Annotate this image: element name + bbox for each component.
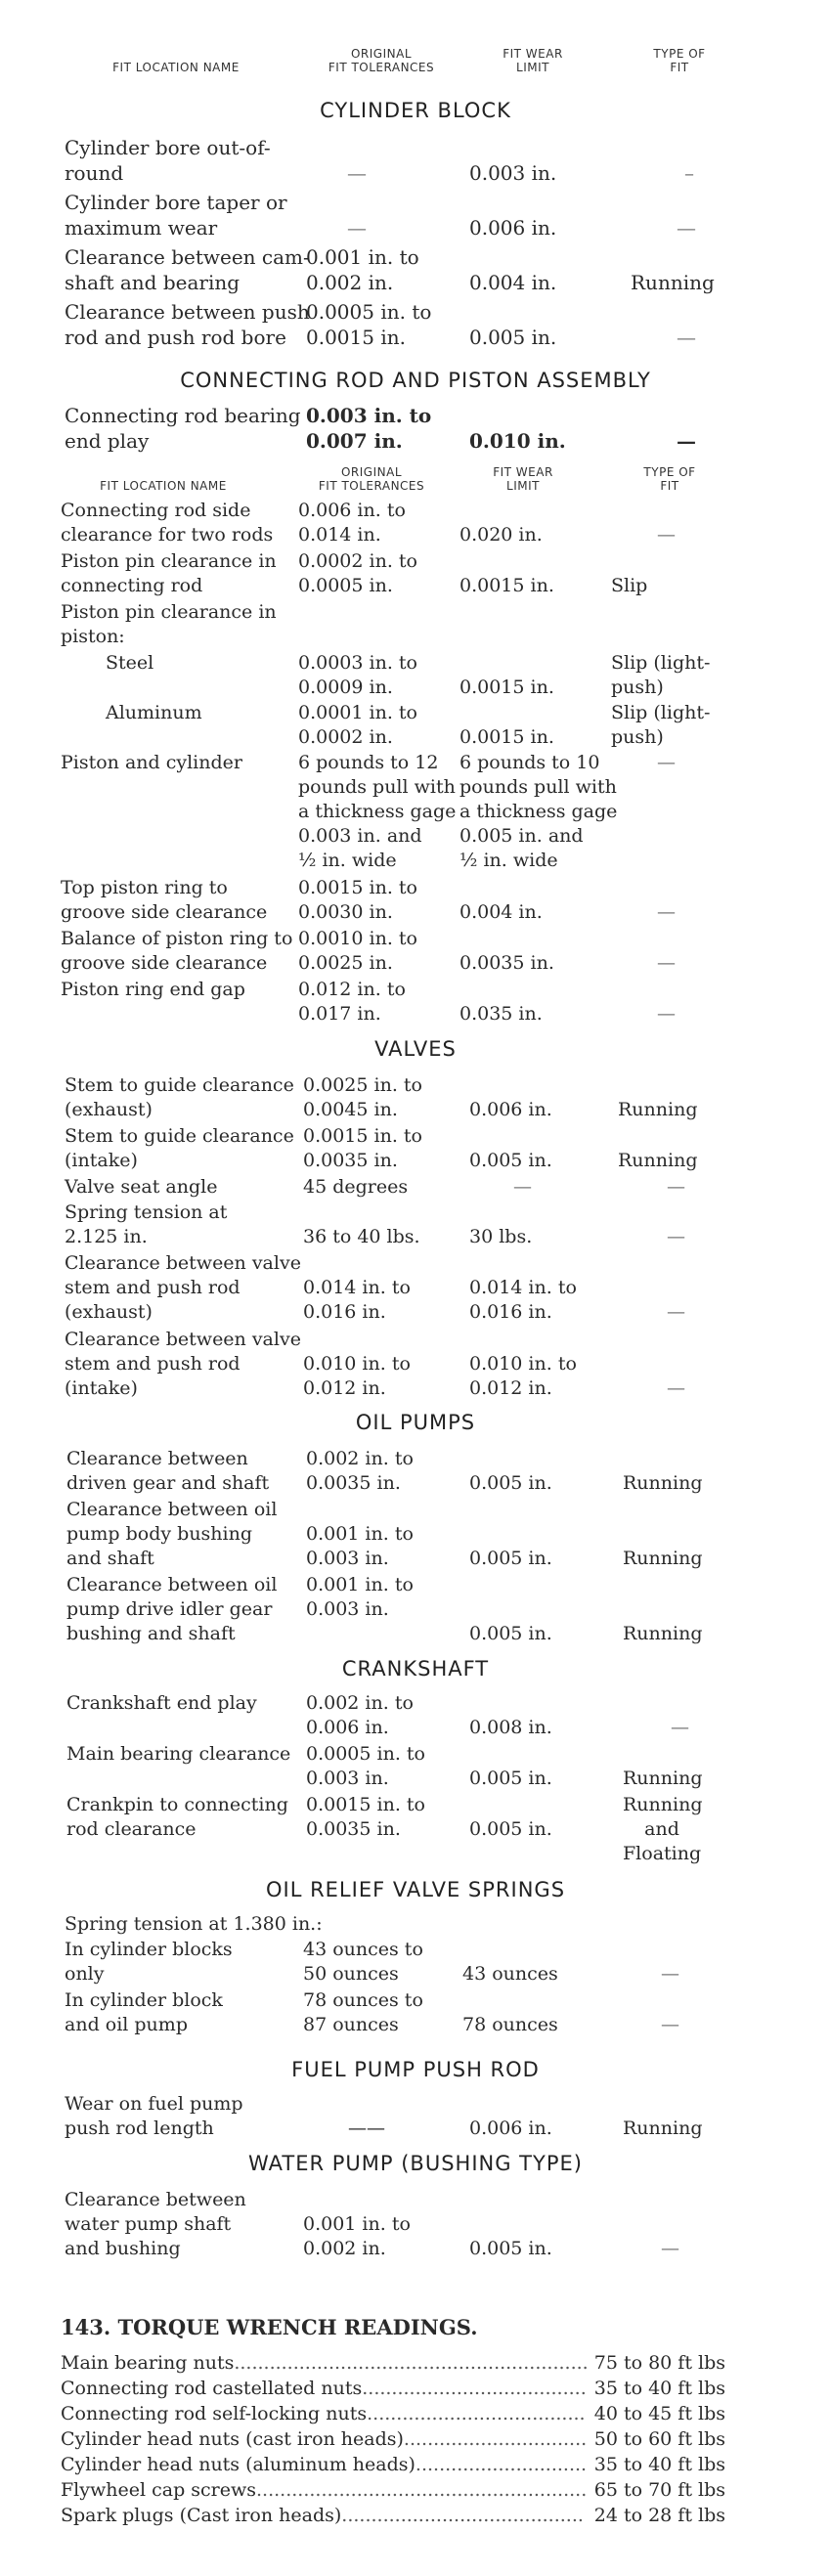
header-wear-limit: FIT WEAR LIMIT	[503, 47, 563, 74]
dot-leader: .....................................	[367, 2403, 586, 2424]
wear-limit: —	[513, 1176, 532, 1198]
header-wear-limit: FIT WEAR LIMIT	[493, 465, 553, 493]
original-tolerance: 0.001 in. to 0.002 in.	[306, 245, 419, 294]
wear-limit: 0.0035 in.	[459, 952, 554, 974]
fit-type: Slip (light- push)	[611, 652, 711, 698]
original-tolerance: 0.010 in. to 0.012 in.	[303, 1353, 411, 1399]
dot-leader: ........................................................	[256, 2479, 588, 2501]
wear-limit: 0.008 in.	[469, 1717, 552, 1738]
wear-limit: 0.006 in.	[469, 1099, 552, 1120]
original-tolerance: 36 to 40 lbs.	[303, 1226, 420, 1247]
original-tolerance: 0.0015 in. to 0.0035 in.	[306, 1794, 425, 1840]
section-crankshaft: CRANKSHAFT	[341, 1657, 490, 1681]
torque-label: Flywheel cap screws	[61, 2479, 257, 2501]
wear-limit: 0.005 in.	[469, 1548, 552, 1569]
header-original-tolerances: ORIGINAL FIT TOLERANCES	[318, 465, 425, 493]
wear-limit: 0.005 in.	[469, 1768, 552, 1789]
section-oil-pumps: OIL PUMPS	[355, 1411, 476, 1434]
wear-limit: 0.035 in.	[459, 1003, 543, 1025]
fit-type: Running	[618, 1099, 698, 1120]
original-tolerance: 0.012 in. to 0.017 in.	[298, 979, 406, 1025]
fit-type: —	[657, 524, 676, 546]
wear-limit: 43 ounces	[462, 1963, 558, 1985]
fit-type: Slip (light- push)	[611, 702, 711, 748]
original-tolerance: 78 ounces to 87 ounces	[303, 1989, 423, 2035]
fit-type: —	[661, 2238, 679, 2259]
original-tolerance: 0.0003 in. to 0.0009 in.	[298, 652, 417, 698]
wear-limit: 78 ounces	[462, 2014, 558, 2035]
original-tolerance: —	[347, 216, 367, 240]
original-tolerance: 0.001 in. to 0.002 in.	[303, 2213, 411, 2259]
torque-row	[61, 2401, 725, 2426]
header-original-tolerances: ORIGINAL FIT TOLERANCES	[328, 47, 435, 74]
fit-location: Connecting rod bearing end play	[65, 404, 301, 453]
fit-type: —	[657, 752, 676, 773]
torque-row	[61, 2503, 725, 2528]
fit-location: Cylinder bore taper or maximum wear	[65, 191, 287, 240]
torque-value: 40 to 45 ft lbs	[593, 2403, 725, 2424]
dot-leader: .........................................	[341, 2505, 584, 2526]
fit-location: Clearance between push rod and push rod bore	[65, 300, 310, 349]
fit-location: In cylinder blocks only	[65, 1939, 233, 1985]
original-tolerance: 0.0010 in. to 0.0025 in.	[298, 928, 417, 974]
fit-location: Aluminum	[106, 702, 202, 723]
original-tolerance: 0.001 in. to 0.003 in.	[306, 1574, 414, 1620]
wear-limit: 0.004 in.	[459, 901, 543, 923]
fit-type: –	[684, 161, 694, 185]
original-tolerance: 6 pounds to 12 pounds pull with a thickness gage 0.003 in. and ½ in. wide	[298, 752, 457, 871]
fit-type: Running	[623, 1768, 703, 1789]
original-tolerance: 0.0005 in. to 0.0015 in.	[306, 300, 432, 349]
torque-value: 65 to 70 ft lbs	[593, 2479, 725, 2501]
original-tolerance: 45 degrees	[303, 1176, 409, 1198]
fit-type: Running	[618, 1150, 698, 1171]
wear-limit: 0.005 in.	[469, 1818, 552, 1840]
fit-location: Clearance between oil pump body bushing and shaft	[66, 1499, 278, 1569]
wear-limit: 6 pounds to 10 pounds pull with a thickness gage 0.005 in. and ½ in. wide	[459, 752, 618, 871]
fit-location: Top piston ring to groove side clearance	[61, 877, 268, 923]
fit-type: —	[667, 1301, 685, 1323]
torque-label: Connecting rod self-locking nuts	[61, 2403, 368, 2424]
fit-type: Running and Floating	[623, 1794, 703, 1864]
section-water-pump: WATER PUMP (BUSHING TYPE)	[248, 2152, 583, 2175]
dot-leader: ......................................	[362, 2378, 587, 2399]
fit-location: Stem to guide clearance (exhaust)	[65, 1074, 294, 1120]
original-tolerance: 0.014 in. to 0.016 in.	[303, 1277, 411, 1323]
original-tolerance: 0.001 in. to 0.003 in.	[306, 1523, 414, 1569]
original-tolerance: ——	[348, 2118, 385, 2139]
original-tolerance: —	[347, 161, 367, 185]
section-connecting-rod: CONNECTING ROD AND PISTON ASSEMBLY	[180, 369, 651, 392]
original-tolerance: 0.0005 in. to 0.003 in.	[306, 1743, 425, 1789]
wear-limit: 0.005 in.	[469, 1150, 552, 1171]
wear-limit: 0.005 in.	[469, 1623, 552, 1644]
fit-type: Running	[623, 2118, 703, 2139]
original-tolerance: 0.002 in. to 0.0035 in.	[306, 1448, 414, 1494]
fit-location: Cylinder bore out-of- round	[65, 136, 271, 185]
wear-limit: 0.005 in.	[469, 2238, 552, 2259]
fit-location: Balance of piston ring to groove side clearance	[61, 928, 293, 974]
wear-limit: 0.0015 in.	[459, 575, 554, 596]
fit-type: —	[657, 952, 676, 974]
section-cylinder-block: CYLINDER BLOCK	[320, 99, 511, 122]
fit-type: —	[671, 1717, 689, 1738]
fit-location: In cylinder block and oil pump	[65, 1989, 223, 2035]
wear-limit: 0.014 in. to 0.016 in.	[469, 1277, 577, 1323]
fit-location: Steel	[106, 652, 154, 674]
original-tolerance: 0.0025 in. to 0.0045 in.	[303, 1074, 422, 1120]
fit-location: Clearance between oil pump drive idler gear bushing and shaft	[66, 1574, 278, 1644]
fit-type: Slip	[611, 575, 648, 596]
torque-title: 143. TORQUE WRENCH READINGS.	[61, 2315, 478, 2339]
fit-location: Piston ring end gap	[61, 979, 245, 1000]
wear-limit: 0.010 in. to 0.012 in.	[469, 1353, 577, 1399]
fit-location: Clearance between valve stem and push rod (intake)	[65, 1329, 301, 1399]
fit-location: Clearance between cam- shaft and bearing	[65, 245, 310, 294]
fit-type: —	[657, 901, 676, 923]
fit-location: Spring tension at 1.380 in.:	[65, 1913, 323, 1935]
header-fit-location: FIT LOCATION NAME	[100, 479, 227, 493]
fit-type: Running	[623, 1623, 703, 1644]
original-tolerance: 0.003 in. to 0.007 in.	[306, 404, 432, 453]
wear-limit: 0.004 in.	[469, 271, 557, 294]
wear-limit: 0.005 in.	[469, 326, 557, 349]
header-fit-location: FIT LOCATION NAME	[112, 61, 240, 74]
header-type-of-fit: TYPE OF FIT	[643, 465, 696, 493]
fit-location: Clearance between water pump shaft and bushing	[65, 2189, 246, 2259]
torque-label: Cylinder head nuts (cast iron heads)	[61, 2428, 404, 2450]
section-oil-relief: OIL RELIEF VALVE SPRINGS	[265, 1878, 566, 1901]
fit-location: Crankshaft end play	[66, 1692, 257, 1714]
wear-limit: 0.006 in.	[469, 2118, 552, 2139]
torque-value: 35 to 40 ft lbs	[593, 2454, 725, 2475]
original-tolerance: 0.0002 in. to 0.0005 in.	[298, 550, 417, 596]
torque-value: 35 to 40 ft lbs	[593, 2378, 725, 2399]
original-tolerance: 0.006 in. to 0.014 in.	[298, 500, 406, 546]
section-fuel-pump: FUEL PUMP PUSH ROD	[291, 2058, 540, 2081]
fit-type: —	[667, 1377, 685, 1399]
wear-limit: 0.0015 in.	[459, 677, 554, 698]
fit-type: —	[661, 2014, 679, 2035]
fit-location: Main bearing clearance	[66, 1743, 291, 1765]
fit-type: —	[657, 1003, 676, 1025]
fit-location: Piston and cylinder	[61, 752, 242, 773]
torque-label: Spark plugs (Cast iron heads)	[61, 2505, 342, 2526]
torque-row	[61, 2452, 725, 2477]
fit-location: Clearance between driven gear and shaft	[66, 1448, 270, 1494]
header-type-of-fit: TYPE OF FIT	[653, 47, 706, 74]
torque-value: 75 to 80 ft lbs	[593, 2352, 725, 2374]
fit-type: —	[677, 326, 696, 349]
fit-type: —	[661, 1963, 679, 1985]
fit-type: —	[667, 1176, 685, 1198]
original-tolerance: 0.0001 in. to 0.0002 in.	[298, 702, 417, 748]
wear-limit: 0.010 in.	[469, 429, 566, 453]
section-valves: VALVES	[374, 1037, 457, 1061]
fit-location: Valve seat angle	[65, 1176, 218, 1198]
wear-limit: 30 lbs.	[469, 1226, 533, 1247]
fit-type: —	[677, 429, 696, 453]
fit-type: —	[677, 216, 696, 240]
original-tolerance: 43 ounces to 50 ounces	[303, 1939, 423, 1985]
fit-location: Connecting rod side clearance for two rods	[61, 500, 274, 546]
fit-location: Piston pin clearance in piston:	[61, 601, 277, 647]
torque-row	[61, 2350, 725, 2376]
fit-type: —	[667, 1226, 685, 1247]
wear-limit: 0.005 in.	[469, 1472, 552, 1494]
fit-location: Crankpin to connecting rod clearance	[66, 1794, 288, 1840]
dot-leader: .............................	[415, 2454, 588, 2475]
fit-location: Spring tension at 2.125 in.	[65, 1201, 228, 1247]
wear-limit: 0.0015 in.	[459, 726, 554, 748]
torque-label: Main bearing nuts	[61, 2352, 235, 2374]
fit-location: Stem to guide clearance (intake)	[65, 1125, 294, 1171]
fit-type: Running	[623, 1472, 703, 1494]
original-tolerance: 0.002 in. to 0.006 in.	[306, 1692, 414, 1738]
torque-value: 50 to 60 ft lbs	[593, 2428, 725, 2450]
torque-value: 24 to 28 ft lbs	[593, 2505, 725, 2526]
wear-limit: 0.003 in.	[469, 161, 557, 185]
torque-row	[61, 2426, 725, 2452]
dot-leader: ............................................................	[234, 2352, 589, 2374]
torque-label: Connecting rod castellated nuts	[61, 2378, 363, 2399]
torque-row	[61, 2376, 725, 2401]
fit-location: Clearance between valve stem and push rod (exhaust)	[65, 1252, 301, 1323]
original-tolerance: 0.0015 in. to 0.0035 in.	[303, 1125, 422, 1171]
fit-type: Running	[623, 1548, 703, 1569]
torque-label: Cylinder head nuts (aluminum heads)	[61, 2454, 416, 2475]
fit-type: Running	[631, 271, 715, 294]
dot-leader: ...............................	[403, 2428, 588, 2450]
wear-limit: 0.020 in.	[459, 524, 543, 546]
original-tolerance: 0.0015 in. to 0.0030 in.	[298, 877, 417, 923]
fit-location: Wear on fuel pump push rod length	[65, 2093, 243, 2139]
wear-limit: 0.006 in.	[469, 216, 557, 240]
fit-location: Piston pin clearance in connecting rod	[61, 550, 277, 596]
torque-row	[61, 2477, 725, 2503]
